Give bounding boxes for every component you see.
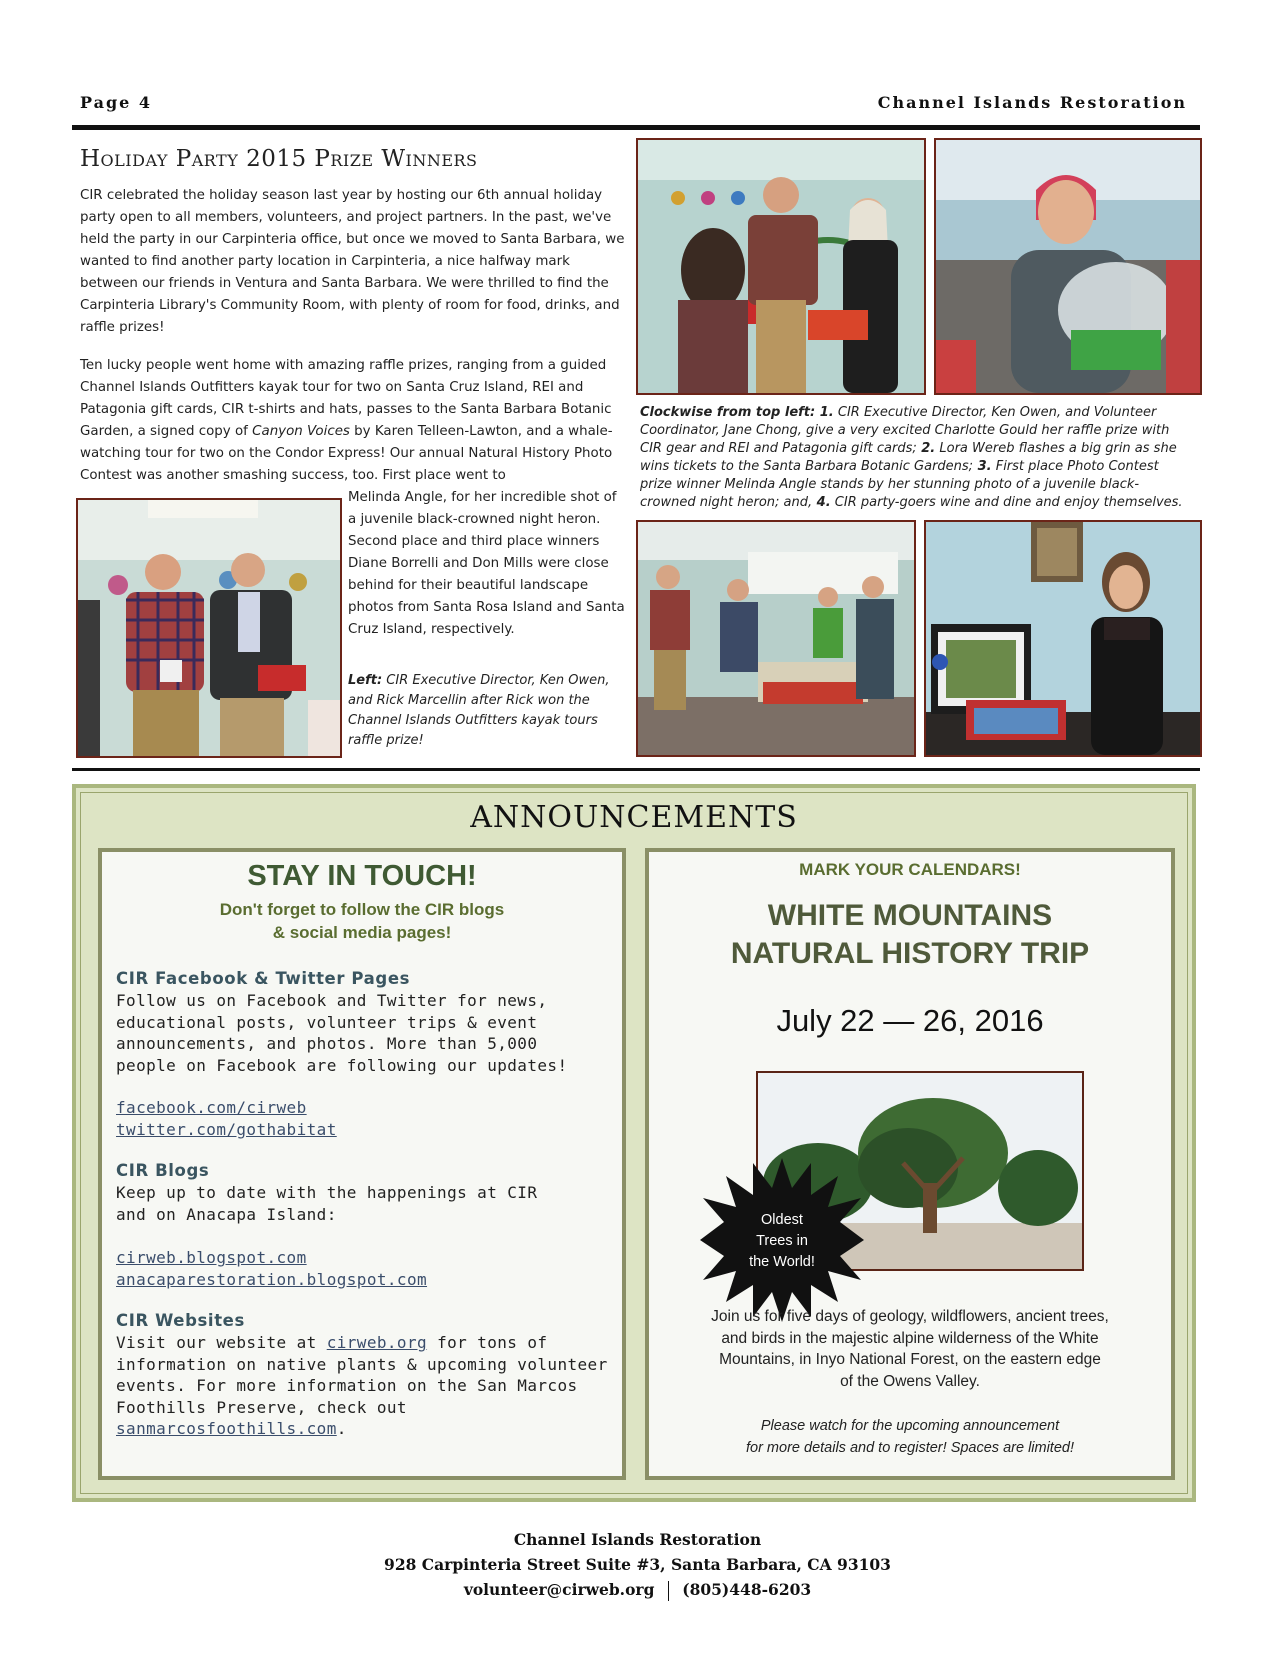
stay-subtitle-line-2: & social media pages!	[272, 923, 452, 942]
photo-party-goers	[636, 520, 916, 757]
cirweb-link[interactable]: cirweb.org	[326, 1333, 428, 1352]
article-paragraph-1: CIR celebrated the holiday season last year by hosting our 6th annual holiday party open to all members, volunteers, and project partners. In the past, we've held the party in our Carpinteria office, but once we moved to Santa Barbara, we wanted to find another party location in Carpinteria, a nice halfway mark between our friends in Ventura and Santa Barbara. We were thrilled to find the Carpinteria Library's Community Room, with plenty of room for food, drinks, and raffle prizes!	[80, 188, 625, 335]
s3-line-3: events. For more information on the San Marcos	[116, 1376, 578, 1395]
para2-part-b: by Karen Telleen-Lawton, and a whale-watching tour for two on the Condor Express! Our annual Natural History Photo Contest was another smashing success, too. First place went to	[80, 424, 613, 483]
s1-line-4: people on Facebook are following our updates!	[116, 1055, 568, 1075]
footer-phone: (805)448-6203	[682, 1580, 812, 1599]
photo-melinda-angle	[924, 520, 1202, 757]
trip-note	[649, 1416, 1171, 1459]
burst-line-3: the World!	[749, 1254, 815, 1270]
article-paragraph-2-cont: Melinda Angle, for her incredible shot of a juvenile black-crowned night heron. Second place and third place winners Diane Borrelli and Don Mills were close behind for their beautiful landscape photos from Santa Rosa Island and Santa Cruz Island, respectively.	[348, 490, 625, 637]
photo-lora-wereb	[934, 138, 1202, 395]
cw-text-3: First place Photo Contest prize winner Melinda Angle stands by her stunning photo of a juvenile black-crowned night heron; and,	[640, 459, 1159, 510]
footer-contact	[0, 1577, 1275, 1602]
blog-links	[116, 1247, 427, 1290]
stay-in-touch-title: STAY IN TOUCH!	[247, 860, 477, 892]
photo-party-goers-image	[638, 522, 914, 755]
blogs-text	[116, 1182, 616, 1225]
anacapa-blog-link[interactable]: anacaparestoration.blogspot.com	[116, 1269, 428, 1289]
s1-line-1: Follow us on Facebook and Twitter for news,	[116, 991, 548, 1010]
cw-text-4: CIR party-goers wine and dine and enjoy themselves.	[830, 495, 1183, 510]
trip-desc-line-2: and birds in the majestic alpine wilderness of the White	[721, 1329, 1099, 1347]
cirweb-blog-link[interactable]: cirweb.blogspot.com	[116, 1248, 307, 1267]
left-photo-caption	[348, 671, 616, 751]
trip-desc-line-3: Mountains, in Inyo National Forest, on the eastern edge	[719, 1351, 1101, 1368]
websites-text	[116, 1332, 616, 1440]
s1-line-2: educational posts, volunteer trips & event	[116, 1012, 538, 1032]
cw-num-2: 2.	[916, 441, 936, 456]
s3-line-1	[116, 1332, 616, 1354]
trip-note-line-1: Please watch for the upcoming announcement	[760, 1418, 1060, 1434]
trip-description	[649, 1306, 1171, 1392]
footer-email[interactable]: volunteer@cirweb.org	[463, 1580, 655, 1599]
cw-num-3: 3.	[973, 459, 992, 474]
s3-line-5	[116, 1418, 616, 1440]
photo-raffle-prize-charlotte	[636, 138, 926, 395]
photo-raffle-prize-charlotte-image	[638, 140, 924, 393]
header-rule	[72, 125, 1200, 130]
photo-lora-wereb-image	[936, 140, 1200, 393]
burst-line-1: Oldest	[761, 1212, 803, 1228]
photo-ken-and-rick-image	[78, 500, 340, 756]
stay-subtitle-line-1: Don't forget to follow the CIR blogs	[219, 900, 505, 919]
left-caption-label: Left:	[348, 673, 383, 688]
facebook-twitter-heading: CIR Facebook & Twitter Pages	[116, 969, 411, 988]
announcements-heading: ANNOUNCEMENTS	[470, 800, 798, 835]
twitter-link[interactable]: twitter.com/gothabitat	[116, 1119, 337, 1139]
trip-dates: July 22 — 26, 2016	[776, 1003, 1044, 1038]
cw-num-4: 4.	[812, 495, 831, 510]
trip-title-line-1: WHITE MOUNTAINS	[767, 899, 1053, 932]
para2-part-a: Ten lucky people went home with amazing raffle prizes, ranging from a guided Channel Islands Outfitters kayak tour for two on Santa Cruz Island, REI and Patagonia gift cards, CIR t-shirts and hats, passes to the Santa Barbara Botanic Garden, a signed copy of	[80, 358, 612, 439]
left-caption-text: CIR Executive Director, Ken Owen, and Rick Marcellin after Rick won the Channel Islands Outfitters kayak tours raffle prize!	[348, 673, 610, 748]
clockwise-caption	[640, 404, 1192, 512]
footer-org: Channel Islands Restoration	[513, 1530, 762, 1549]
cw-text-2: Lora Wereb flashes a big grin as she wins tickets to the Santa Barbara Botanic Gardens;	[640, 441, 1177, 474]
oldest-trees-burst	[700, 1158, 864, 1322]
photo-melinda-angle-image	[926, 522, 1200, 755]
s2-line-2: and on Anacapa Island:	[116, 1204, 337, 1224]
article-title: Holiday Party 2015 Prize Winners	[80, 146, 478, 172]
newsletter-org-name: Channel Islands Restoration	[877, 93, 1187, 112]
facebook-twitter-text	[116, 990, 616, 1076]
footer	[0, 1527, 1275, 1602]
photo-ken-and-rick	[76, 498, 342, 758]
s3-line-1-b: for tons of	[427, 1333, 548, 1352]
trip-note-line-2: for more details and to register! Spaces are limited!	[745, 1439, 1074, 1456]
trip-desc-line-1: Join us for five days of geology, wildflowers, ancient trees,	[711, 1308, 1109, 1325]
s2-line-1: Keep up to date with the happenings at CIR	[116, 1183, 538, 1202]
burst-line-2: Trees in	[756, 1233, 808, 1249]
footer-separator	[668, 1581, 669, 1601]
trip-kicker: MARK YOUR CALENDARS!	[799, 860, 1021, 879]
social-links	[116, 1097, 337, 1140]
footer-address: 928 Carpinteria Street Suite #3, Santa Barbara, CA 93103	[384, 1555, 891, 1574]
facebook-link[interactable]: facebook.com/cirweb	[116, 1098, 307, 1117]
article-paragraph-2	[80, 355, 628, 487]
trip-desc-line-4: of the Owens Valley.	[840, 1372, 980, 1390]
s3-line-1-a: Visit our website at	[116, 1333, 327, 1352]
section-rule	[72, 768, 1200, 771]
s3-line-2: information on native plants & upcoming volunteer	[116, 1354, 608, 1374]
cw-text-1: CIR Executive Director, Ken Owen, and Volunteer Coordinator, Jane Chong, give a very excited Charlotte Gould her raffle prize with CIR gear and REI and Patagonia gift cards;	[640, 405, 1170, 456]
cw-caption-label: Clockwise from top left:	[640, 405, 816, 420]
s3-end: .	[336, 1419, 347, 1438]
s3-line-4: Foothills Preserve, check out	[116, 1397, 407, 1417]
book-title: Canyon Voices	[252, 424, 350, 439]
s1-line-3: announcements, and photos. More than 5,000	[116, 1034, 538, 1053]
sanmarcos-link[interactable]: sanmarcosfoothills.com	[116, 1419, 337, 1438]
burst-text	[700, 1210, 864, 1273]
page-number: Page 4	[80, 93, 153, 112]
blogs-heading: CIR Blogs	[116, 1161, 210, 1180]
websites-heading: CIR Websites	[116, 1311, 245, 1330]
cw-num-1: 1.	[815, 405, 834, 420]
trip-title-line-2: NATURAL HISTORY TRIP	[730, 937, 1090, 970]
